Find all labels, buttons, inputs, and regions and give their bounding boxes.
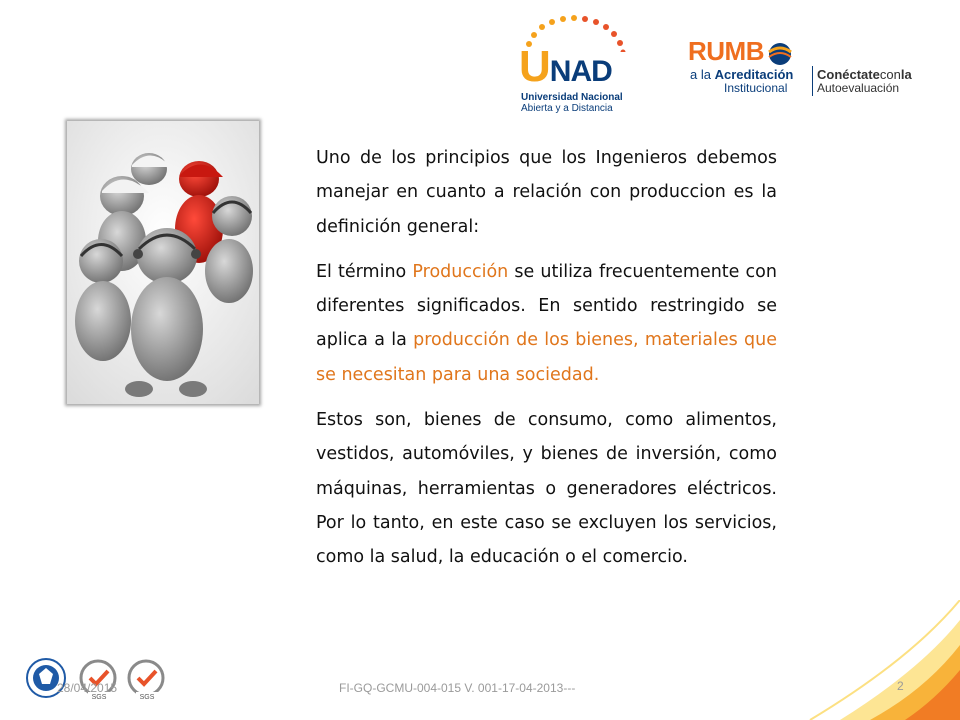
rumbo-globe-icon	[766, 40, 794, 68]
paragraph-1: Uno de los principios que los Ingenieros debemos manejar en cuanto a relación con produccion es la definición general:	[316, 148, 777, 237]
rumbo-conectate-mid: con	[879, 67, 901, 82]
rumbo-conectate	[817, 67, 912, 82]
svg-text:SGS: SGS	[91, 694, 107, 701]
svg-text:SGS: SGS	[139, 694, 155, 701]
footer-date: 28/04/2015	[57, 681, 118, 695]
rumbo-line1	[690, 67, 793, 82]
sgs-certification-icon	[129, 661, 163, 701]
rumbo-line1-prefix: a la	[690, 67, 715, 82]
p2-highlight-bienes: producción de los bienes, materiales que se necesitan para una sociedad.	[316, 330, 777, 385]
rumbo-line2: Institucional	[724, 81, 788, 95]
group-of-3d-figures-icon	[67, 121, 259, 404]
rumbo-line1-bold: Acreditación	[714, 67, 794, 82]
unad-letter-u: U	[519, 42, 550, 91]
rumbo-title: RUMB	[688, 36, 764, 66]
rumbo-conectate-bold: Conéctate	[817, 67, 880, 82]
rumbo-autoevaluacion: Autoevaluación	[817, 81, 900, 95]
footer-certification-logos	[26, 654, 176, 704]
footer-page-number: 2	[897, 679, 904, 693]
p2-part-a: El término	[316, 261, 413, 282]
paragraph-2	[316, 255, 777, 392]
footer-document-code: FI-GQ-GCMU-004-015 V. 001-17-04-2013---	[339, 681, 576, 695]
unad-wordmark	[519, 42, 612, 92]
unad-subtitle-line1: Universidad Nacional	[521, 92, 623, 103]
figures-photo-frame	[67, 121, 259, 404]
unad-subtitle	[521, 92, 623, 114]
body-text	[316, 141, 777, 586]
unad-logo	[515, 12, 645, 112]
rumbo-acreditacion-logo	[688, 36, 928, 100]
paragraph-3: Estos son, bienes de consumo, como alimentos, vestidos, automóviles, y bienes de inversión, como máquinas, herramientas o generadores eléctricos. Por lo tanto, en este caso se excluyen los servicios, como la salud, la educación o el comercio.	[316, 410, 777, 568]
rumbo-conectate-end: la	[900, 67, 912, 82]
p2-part-c: se utiliza frecuentemente con diferentes significados. En sentido restringido se aplica a la	[316, 261, 777, 351]
unad-letters-nad: NAD	[549, 55, 612, 88]
unad-subtitle-line2: Abierta y a Distancia	[521, 103, 613, 114]
decorative-swoosh-icon	[800, 600, 960, 720]
p2-highlight-produccion: Producción	[412, 261, 509, 282]
rumbo-divider	[812, 66, 813, 96]
